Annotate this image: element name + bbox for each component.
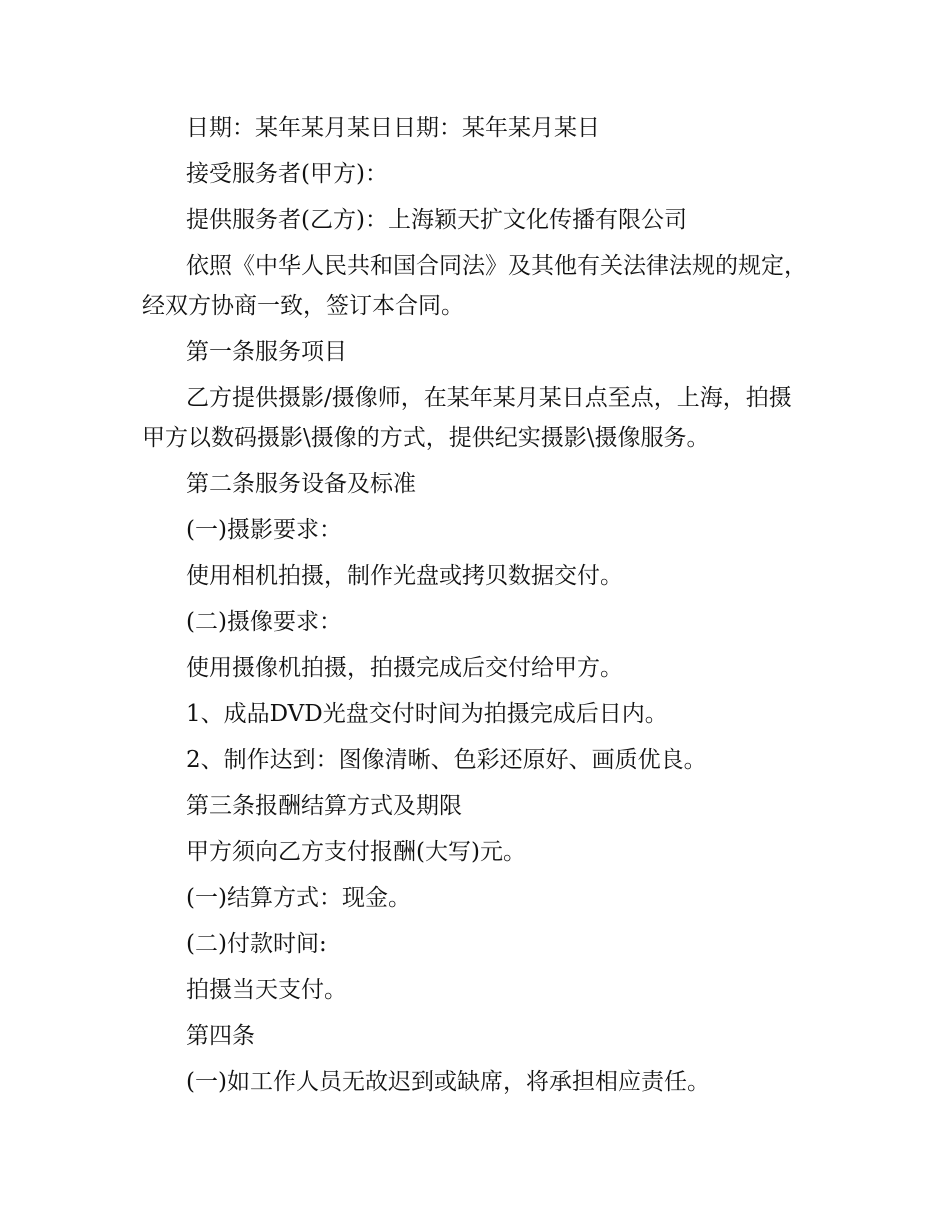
photo-requirements-heading: (一)摄影要求： [186, 517, 342, 543]
payment-time-heading: (二)付款时间: [186, 931, 327, 957]
party-a-line: 接受服务者(甲方)： [186, 161, 388, 187]
article-4-heading: 第四条 [186, 1023, 255, 1049]
photo-requirements-body: 使用相机拍摄，制作光盘或拷贝数据交付。 [186, 563, 623, 589]
video-requirements-heading: (二)摄像要求： [186, 609, 342, 635]
preamble-paragraph: 依照《中华人民共和国合同法》及其他有关法律法规的规定，经双方协商一致，签订本合同。 [142, 253, 807, 319]
dvd-delivery-line: 1、成品DVD光盘交付时间为拍摄完成后日内。 [186, 701, 668, 727]
article-2-heading: 第二条服务设备及标准 [186, 471, 416, 497]
article-1-heading: 第一条服务项目 [186, 339, 347, 365]
date-line: 日期：某年某月某日日期：某年某月某日 [186, 115, 600, 141]
article-4-clause-1: (一)如工作人员无故迟到或缺席，将承担相应责任。 [186, 1069, 710, 1095]
article-1-body: 乙方提供摄影/摄像师，在某年某月某日点至点，上海，拍摄甲方以数码摄影\摄像的方式，提供纪实摄影\摄像服务。 [142, 385, 792, 451]
settlement-method-line: (一)结算方式：现金。 [186, 885, 411, 911]
party-b-line: 提供服务者(乙方)：上海颖天扩文化传播有限公司 [186, 207, 687, 233]
payment-time-body: 拍摄当天支付。 [186, 977, 347, 1003]
quality-standard-line: 2、制作达到：图像清晰、色彩还原好、画质优良。 [186, 747, 707, 773]
payment-amount-line: 甲方须向乙方支付报酬(大写)元。 [186, 839, 526, 865]
video-requirements-body: 使用摄像机拍摄，拍摄完成后交付给甲方。 [186, 655, 623, 681]
document-body [142, 108, 808, 1108]
article-3-heading: 第三条报酬结算方式及期限 [186, 793, 462, 819]
